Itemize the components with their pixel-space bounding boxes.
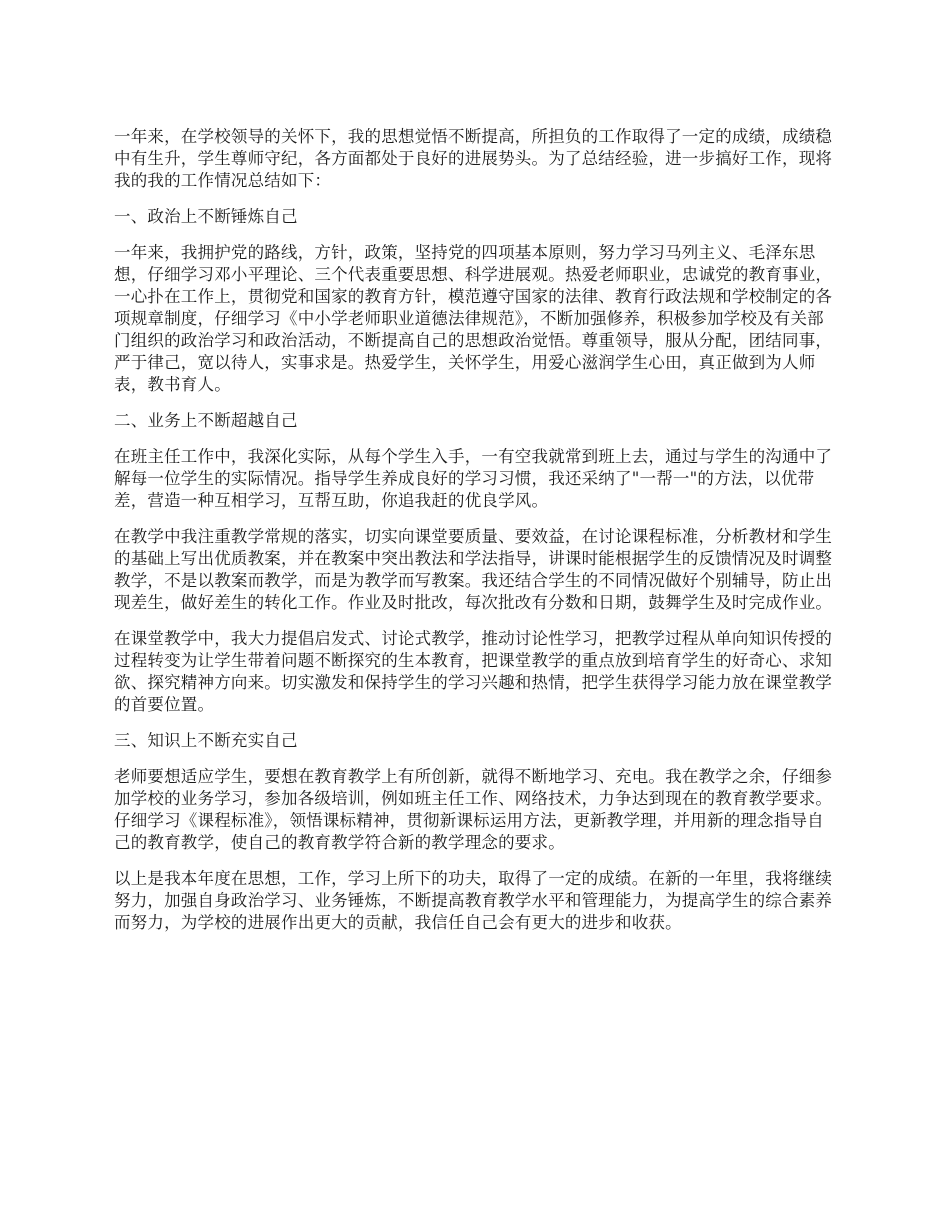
section-heading-work: 二、业务上不断超越自己: [114, 411, 298, 430]
class-teacher-paragraph: 在班主任工作中，我深化实际，从每个学生入手，一有空我就常到班上去，通过与学生的沟通中了解每一位学生的实际情况。指导学生养成良好的学习习惯，我还采纳了"一帮一"的方法，以优带差，营造一种互相学习，互帮互助，你追我赶的优良学风。: [114, 447, 833, 510]
section-heading-knowledge: 三、知识上不断充实自己: [114, 731, 298, 750]
document-body: [114, 126, 840, 948]
conclusion-paragraph: 以上是我本年度在思想，工作，学习上所下的功夫，取得了一定的成绩。在新的一年里，我将继续努力，加强自身政治学习、业务锤炼，不断提高教育教学水平和管理能力，为提高学生的综合素养而努力，为学校的进展作出更大的贡献，我信任自己会有更大的进步和收获。: [114, 869, 833, 932]
learning-paragraph: 老师要想适应学生，要想在教育教学上有所创新，就得不断地学习、充电。我在教学之余，仔细参加学校的业务学习，参加各级培训，例如班主任工作、网络技术，力争达到现在的教育教学要求。仔细学习《课程标准》，领悟课标精神，贯彻新课标运用方法，更新教学理，并用新的理念指导自己的教育教学，使自己的教育教学符合新的教学理念的要求。: [114, 767, 833, 852]
classroom-paragraph: 在课堂教学中，我大力提倡启发式、讨论式教学，推动讨论性学习，把教学过程从单向知识传授的过程转变为让学生带着问题不断探究的生本教育，把课堂教学的重点放到培育学生的好奇心、求知欲、探究精神方向来。切实激发和保持学生的学习兴趣和热情，把学生获得学习能力放在课堂教学的首要位置。: [114, 629, 833, 714]
teaching-paragraph: 在教学中我注重教学常规的落实，切实向课堂要质量、要效益，在讨论课程标准，分析教材和学生的基础上写出优质教案，并在教案中突出教法和学法指导，讲课时能根据学生的反馈情况及时调整教学，不是以教案而教学，而是为教学而写教案。我还结合学生的不同情况做好个别辅导，防止出现差生，做好差生的转化工作。作业及时批改，每次批改有分数和日期，鼓舞学生及时完成作业。: [114, 527, 833, 612]
section-heading-politics: 一、政治上不断锤炼自己: [114, 207, 298, 226]
intro-paragraph: 一年来，在学校领导的关怀下，我的思想觉悟不断提高，所担负的工作取得了一定的成绩，成绩稳中有生升，学生尊师守纪，各方面都处于良好的进展势头。为了总结经验，进一步搞好工作，现将我的我的工作情况总结如下：: [114, 127, 833, 190]
politics-paragraph: 一年来，我拥护党的路线，方针，政策，坚持党的四项基本原则，努力学习马列主义、毛泽东思想，仔细学习邓小平理论、三个代表重要思想、科学进展观。热爱老师职业，忠诚党的教育事业，一心扑在工作上，贯彻党和国家的教育方针，模范遵守国家的法律、教育行政法规和学校制定的各项规章制度，仔细学习《中小学老师职业道德法律规范》，不断加强修养，积极参加学校及有关部门组织的政治学习和政治活动，不断提高自己的思想政治觉悟。尊重领导，服从分配，团结同事，严于律己，宽以待人，实事求是。热爱学生，关怀学生，用爱心滋润学生心田，真正做到为人师表，教书育人。: [114, 243, 833, 394]
